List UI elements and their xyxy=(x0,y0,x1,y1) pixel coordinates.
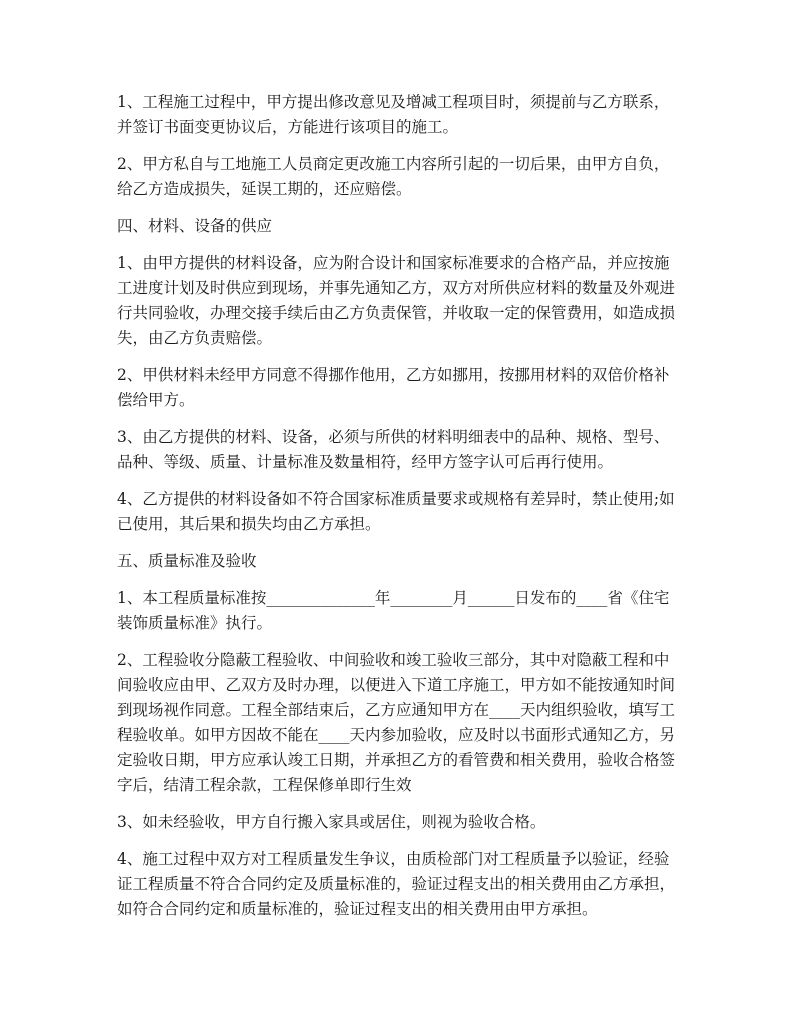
clause-paragraph: 2、甲方私自与工地施工人员商定更改施工内容所引起的一切后果，由甲方自负， 给乙方造成损失，延误工期的，还应赔偿。 xyxy=(117,155,670,198)
clause-paragraph: 2、甲供材料未经甲方同意不得挪作他用，乙方如挪用，按挪用材料的双倍价格补 偿给甲方。 xyxy=(117,366,670,409)
clause-paragraph: 3、如未经验收，甲方自行搬入家具或居住，则视为验收合格。 xyxy=(117,813,546,831)
clause-paragraph: 1、本工程质量标准按______________年________月______日发布的____省《住宅 装饰质量标准》执行。 xyxy=(117,589,670,632)
clause-paragraph: 3、由乙方提供的材料、设备，必须与所供的材料明细表中的品种、规格、型号、 品种、等级、质量、计量标准及数量相符，经甲方签字认可后再行使用。 xyxy=(117,428,670,471)
section-heading: 五、质量标准及验收 xyxy=(117,552,257,570)
clause-paragraph: 2、工程验收分隐蔽工程验收、中间验收和竣工验收三部分，其中对隐蔽工程和中 间验收应由甲、乙双方及时办理，以便进入下道工序施工，甲方如不能按通知时间 到现场视作同意。工程全部结束后，乙方应通知甲方在____天内组织验收，填写工 程验收单。如甲方因故不能在____天内参加验收，应及时以书面形式通知乙方，另 定验收日期，甲方应承认竣工日期，并承担乙方的看管费和相关费用，验收合格签 字后，结清工程余款，工程保修单即行生效 xyxy=(117,651,676,794)
section-heading: 四、材料、设备的供应 xyxy=(117,217,273,235)
clause-paragraph: 1、工程施工过程中，甲方提出修改意见及增减工程项目时，须提前与乙方联系， 并签订书面变更协议后，方能进行该项目的施工。 xyxy=(117,93,670,136)
clause-paragraph: 1、由甲方提供的材料设备，应为附合设计和国家标准要求的合格产品，并应按施 工进度计划及时供应到现场，并事先通知乙方，双方对所供应材料的数量及外观进 行共同验收，办理交接手续后由乙方负责保管，并收取一定的保管费用，如造成损 失，由乙方负责赔偿。 xyxy=(117,254,676,347)
document-body xyxy=(117,90,683,934)
clause-paragraph: 4、施工过程中双方对工程质量发生争议，由质检部门对工程质量予以验证，经验 证工程质量不符合合同约定及质量标准的，验证过程支出的相关费用由乙方承担， 如符合合同约定和质量标准的，验证过程支出的相关费用由甲方承担。 xyxy=(117,850,676,918)
clause-paragraph: 4、乙方提供的材料设备如不符合国家标准质量要求或规格有差异时，禁止使用;如 已使用，其后果和损失均由乙方承担。 xyxy=(117,490,675,533)
